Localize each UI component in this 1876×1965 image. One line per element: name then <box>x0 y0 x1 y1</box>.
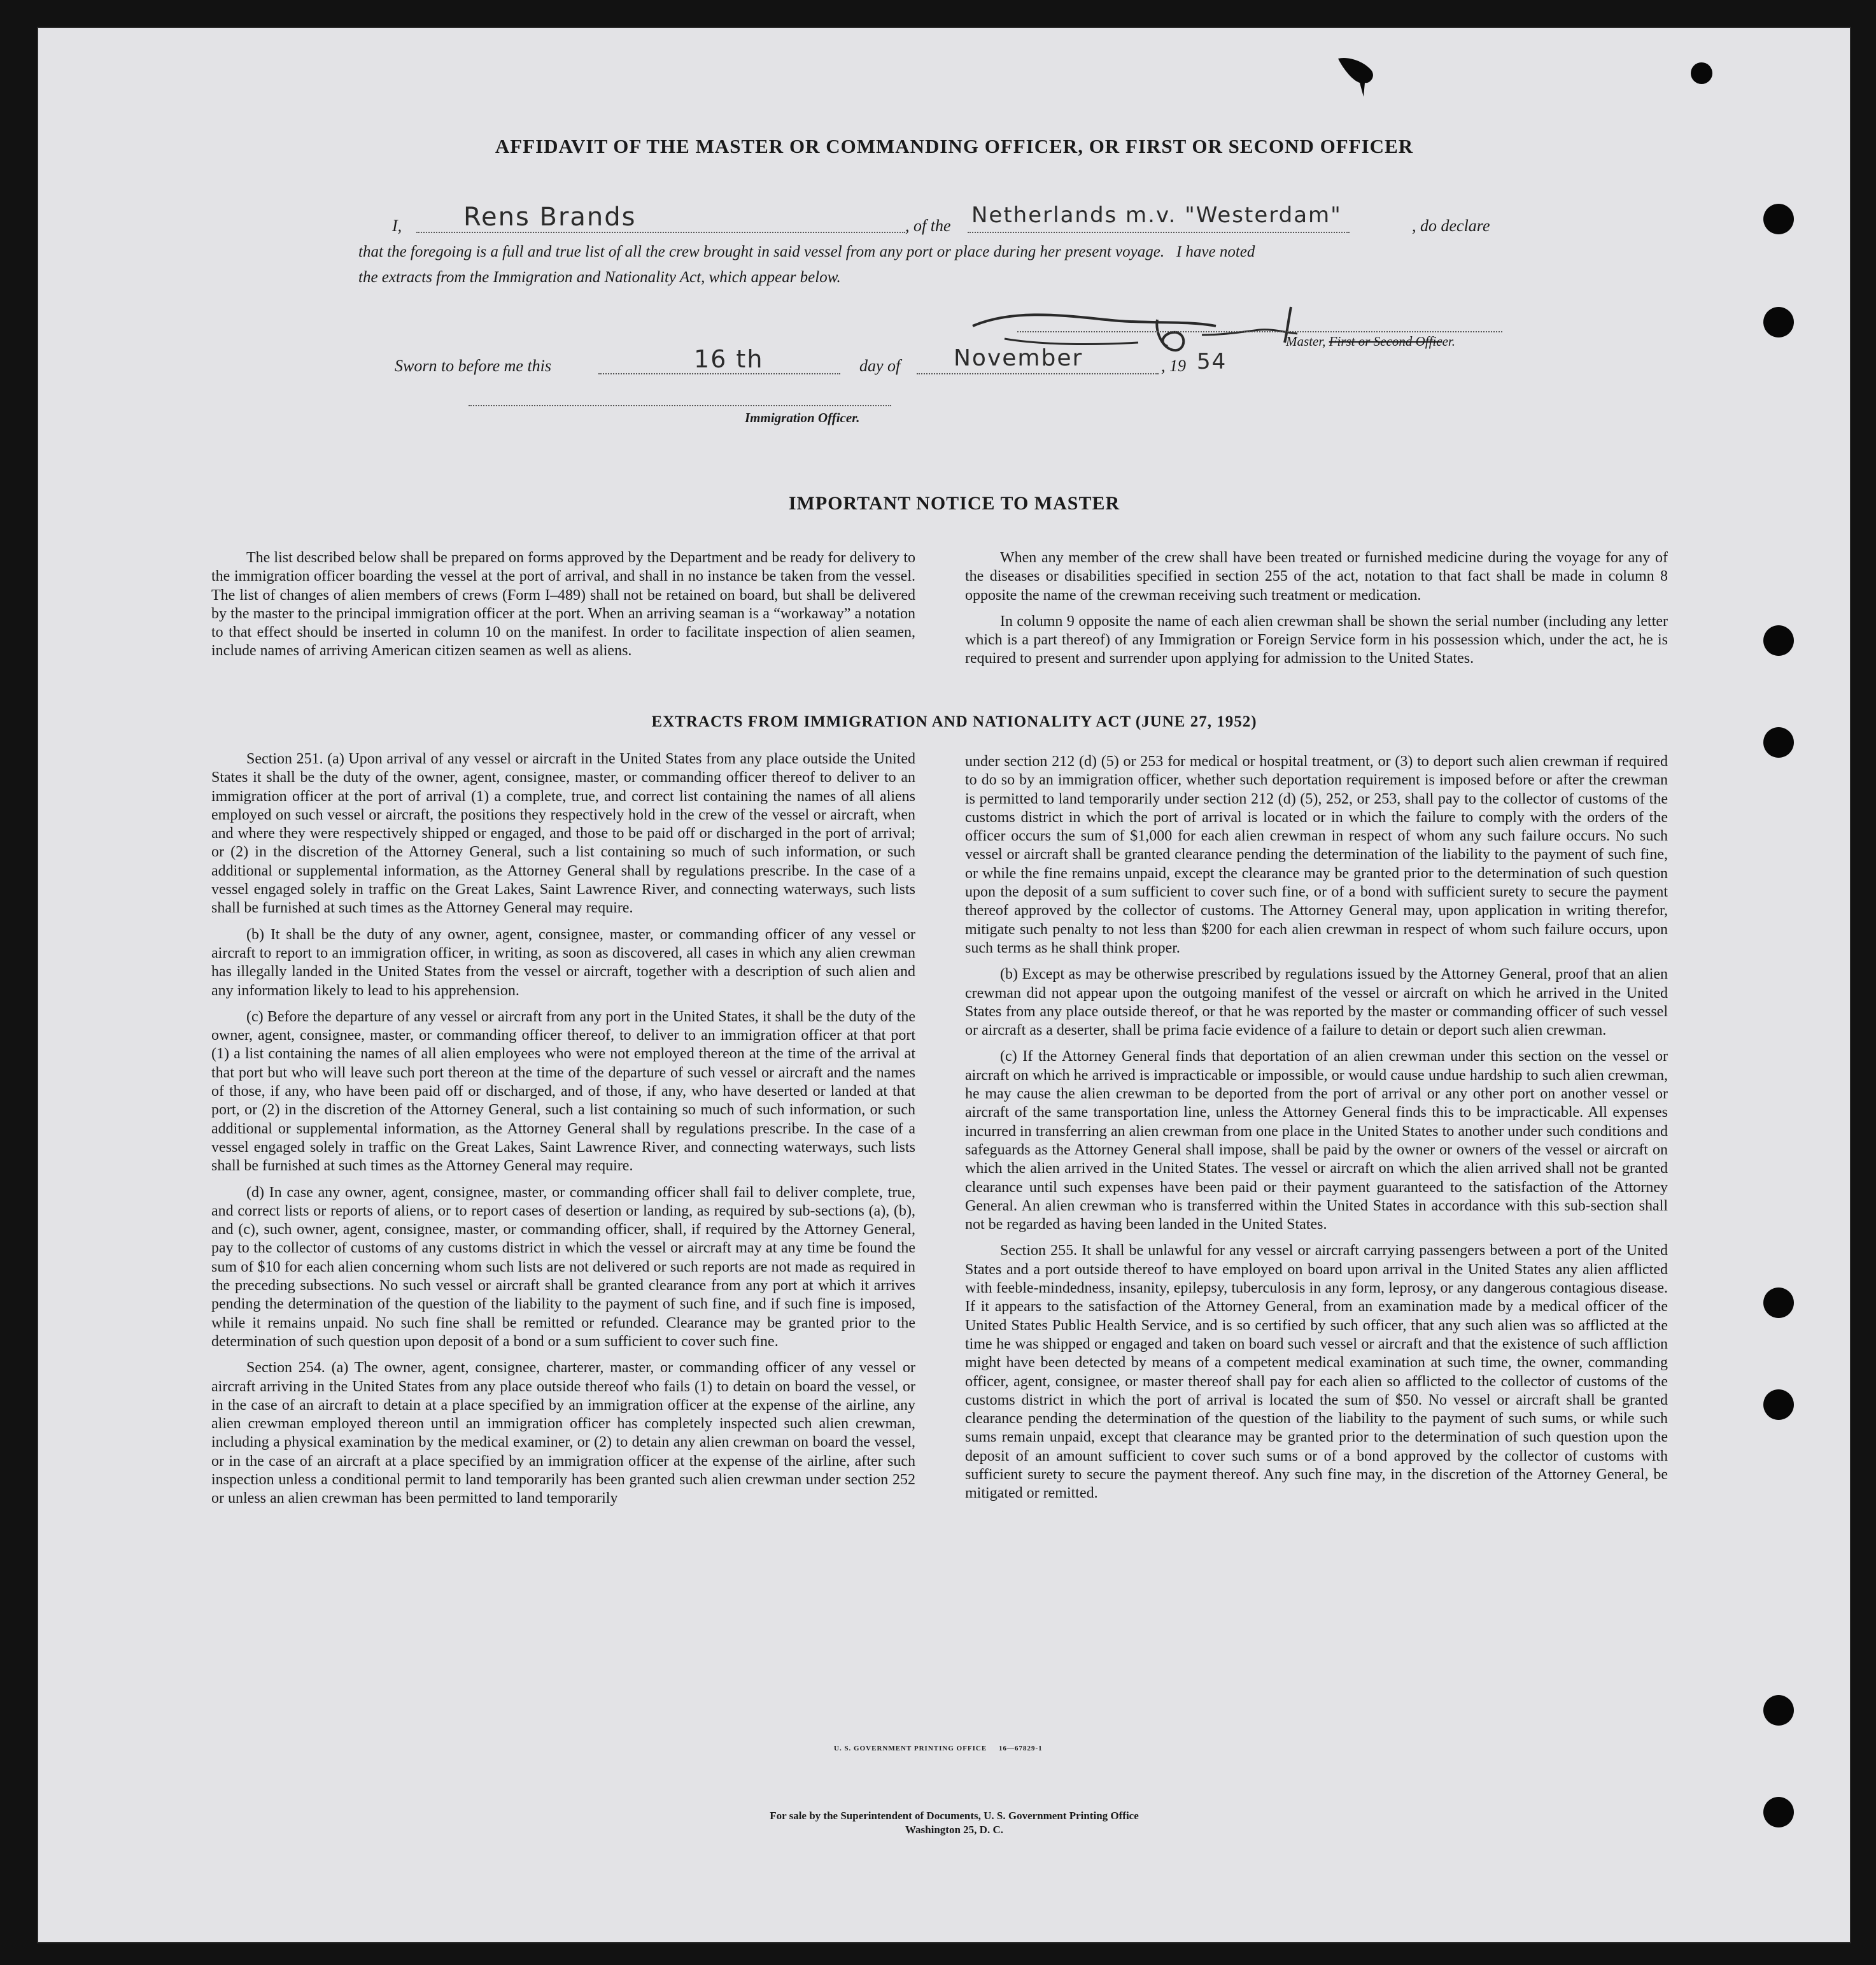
punch-hole <box>1763 727 1794 758</box>
vessel-field[interactable]: Netherlands m.v. "Westerdam" <box>971 202 1342 228</box>
role-struck: First or Second Offic <box>1329 334 1442 349</box>
month-field[interactable]: November <box>954 345 1083 371</box>
day-field-line <box>598 373 840 374</box>
punch-hole <box>1763 625 1794 656</box>
notice-paragraph: When any member of the crew shall have been treated or furnished medicine during the voyage for any of the diseases or disabilities specified in section 255 of the act, notation to that fact shall be made in column 8 opposite the name of the crewman receiving such treatment or medication. <box>965 550 1668 604</box>
extract-paragraph: Section 251. (a) Upon arrival of any vessel or aircraft in the United States from any place outside the United States it shall be the duty of the owner, agent, consignee, master, or commanding officer thereof to deliver to an immigration officer at the port of arrival (1) a complete, true, and correct list containing the names of all aliens employed on such vessel or aircraft, the positions they respectively hold in the crew of the vessel or aircraft, when and where they were respectively shipped or engaged, and those to be paid off or discharged in the port of arrival; or (2) in the discretion of the Attorney General, such a list containing so much of such information, or such additional or supplemental information, as the Attorney General shall by regulations prescribe. In the case of a vessel engaged solely in traffic on the Great Lakes, Saint Lawrence River, and connecting waterways, such lists shall be furnished at such times as the Attorney General may require. <box>211 751 915 917</box>
year-field[interactable]: 54 <box>1197 349 1227 374</box>
extracts-title: EXTRACTS FROM IMMIGRATION AND NATIONALITY ACT (JUNE 27, 1952) <box>651 713 1257 730</box>
notice-title: IMPORTANT NOTICE TO MASTER <box>788 493 1120 514</box>
extract-paragraph: (d) In case any owner, agent, consignee, master, or commanding officer shall fail to deliver complete, true, and correct lists or reports of aliens, or to report cases of desertion or landing, as required by sub-sections (a), (b), and (c), such owner, agent, consignee, master, or commanding officer, shall, if required by the Attorney General, pay to the collector of customs of any customs district in which the vessel or aircraft may at any time be found the sum of $10 for each alien concerning whom such lists are not delivered or such reports are not made as required in the preceding subsections. No such vessel or aircraft shall be granted clearance from any port at which it arrives pending the determination of the question of the liability to the payment of such fine, and if such fine is imposed, while it remains unpaid. No such fine shall be remitted or refunded. Clearance may be granted prior to the determination of such question upon deposit of a bond or a sum sufficient to cover such fine. <box>211 1184 915 1350</box>
vessel-field-line <box>968 232 1350 233</box>
declaration-prefix: I, <box>392 216 402 235</box>
notice-paragraph: In column 9 opposite the name of each alien crewman shall be shown the serial number (including any letter which is a part thereof) of any Immigration or Foreign Service form in his possession which, under the act, he is required to present and surrender upon applying for admission to the United States. <box>965 613 1668 667</box>
sale-line: Washington 25, D. C. <box>905 1824 1003 1836</box>
extract-paragraph: Section 255. It shall be unlawful for any vessel or aircraft carrying passengers between a port of the United States and a port outside thereof to have employed on board upon arrival in the United States any alien afflicted with feeble-mindedness, insanity, epilepsy, tuberculosis in any form, leprosy, or any dangerous contagious disease. If it appears to the satisfaction of the Attorney General, from an examination made by a medical officer of the United States Public Health Service, and is so certified by such officer, that any such alien was so afflicted at the time he was shipped or engaged and taken on board such vessel or aircraft and that the existence of such affliction might have been detected by means of a competent medical examination at such time, the owner, commanding officer, agent, consignee, or master thereof shall pay for each alien so afflicted to the collector of customs of the customs district in which the port of arrival is located the sum of $50. No vessel or aircraft shall be granted clearance pending the determination of the question of the liability to the payment of such sums, or while such sums remain unpaid, except that clearance may be granted prior to the determination of such question upon the deposit of an amount sufficient to cover such sums or of a bond approved by the collector of customs with sufficient surety to secure the payment thereof. Any such fine may, in the discretion of the Attorney General, be mitigated or remitted. <box>965 1242 1668 1502</box>
officer-signature-line <box>469 405 891 406</box>
punch-hole <box>1763 1389 1794 1420</box>
punch-hole <box>1763 307 1794 337</box>
ink-blot <box>1336 55 1380 99</box>
punch-hole <box>1763 1695 1794 1726</box>
of-the-label: , of the <box>905 216 951 235</box>
master-name-field[interactable]: Rens Brands <box>463 202 637 232</box>
extract-paragraph: under section 212 (d) (5) or 253 for medical or hospital treatment, or (3) to deport such alien crewman if required to do so by an immigration officer, whether such deportation requirement is imposed before or after the crewman is permitted to land temporarily under section 212 (d) (5), 252, or 253, shall pay to the collector of customs of the customs district in which the port of arrival is located or in which the failure to comply with the orders of the officer occurs the sum of $1,000 for each alien crewman in respect of whom any such failure occurs. No such vessel or aircraft shall be granted clearance pending the determination of the liability to the payment of such fine, or while the fine remains unpaid, except the clearance may be granted prior to the determination of such question upon the deposit of a sum sufficient to cover such fine, or of a bond with sufficient surety to secure the payment thereof approved by the collector of customs. The Attorney General may, upon application in writing therefor, mitigate such penalty to not less than $200 for each alien crewman in respect of whom such failure occurs, upon such terms as he shall think proper. <box>965 753 1668 956</box>
name-field-line <box>416 232 905 233</box>
printing-office-line: U. S. GOVERNMENT PRINTING OFFICE 16—67829-1 <box>834 1745 1043 1752</box>
punch-hole <box>1763 1288 1794 1318</box>
signature-line <box>1017 331 1502 332</box>
day-field[interactable]: 16 th <box>694 345 764 373</box>
form-sheet <box>37 27 1851 1943</box>
extract-paragraph: (c) Before the departure of any vessel or aircraft from any port in the United States, it shall be the duty of the owner, agent, consignee, master, or commanding officer thereof, to deliver to an immigration officer at that port (1) a list containing the names of all alien employees who were not employed thereon at the time of the arrival at that port but who will leave such port thereon at the time of the departure of such vessel or aircraft and the names of those, if any, who have been paid off or discharged, and of those, if any, who have deserted or landed at that port, or (2) in the discretion of the Attorney General, such a list containing so much of such information, or such additional or supplemental information, as the Attorney General shall by regulations prescribe. In the case of a vessel engaged solely in traffic on the Great Lakes, Saint Lawrence River, and connecting waterways, such lists shall be furnished at such times as the Attorney General may require. <box>211 1008 915 1175</box>
affidavit-title: AFFIDAVIT OF THE MASTER OR COMMANDING OFFICER, OR FIRST OR SECOND OFFICER <box>495 135 1414 157</box>
notice-paragraph: The list described below shall be prepared on forms approved by the Department and be ready for delivery to the immigration officer boarding the vessel at the port of arrival, and shall in no instance be taken from the vessel. The list of changes of alien members of crews (Form I–489) shall not be retained on board, but shall be delivered by the master to the principal immigration officer at the port. When an arriving seaman is a “workaway” a notation to that effect should be inserted in column 10 on the manifest. In order to facilitate inspection of alien seamen, include names of arriving American citizen seamen as well as aliens. <box>211 550 915 660</box>
punch-hole <box>1763 204 1794 234</box>
extracts-right-column <box>965 753 1668 1511</box>
immigration-officer-label: Immigration Officer. <box>745 410 860 425</box>
notice-left-column <box>211 549 915 669</box>
role-master: Master, <box>1286 334 1329 349</box>
sale-line: For sale by the Superintendent of Documents, U. S. Government Printing Office <box>770 1810 1139 1822</box>
extract-paragraph: (b) It shall be the duty of any owner, agent, consignee, master, or commanding officer of any vessel or aircraft to report to an immigration officer, in writing, as soon as discovered, all cases in which any alien crewman has illegally landed in the United States from the vessel or aircraft, together with a description of such alien and any information likely to lead to his apprehension. <box>211 926 915 999</box>
extracts-left-column <box>211 750 915 1516</box>
declaration-text-line: that the foregoing is a full and true list of all the crew brought in said vessel from any port or place during her present voyage. I have noted <box>358 243 1255 260</box>
do-declare-label: , do declare <box>1412 216 1490 235</box>
extract-paragraph: Section 254. (a) The owner, agent, consignee, charterer, master, or commanding officer of any vessel or aircraft arriving in the United States from any place outside thereof who fails (1) to detain on board the vessel, or in the case of an aircraft to detain at a place specified by an immigration officer at the expense of the airline, any alien crewman employed thereon until an immigration officer has completely inspected such alien crewman, including a physical examination by the medical examiner, or (2) to detain any alien crewman on board the vessel, or in the case of an aircraft at a place specified by an immigration officer at the expense of the airline, after such inspection unless a conditional permit to land temporarily has been granted such alien crewman under section 252 or unless an alien crewman has been permitted to land temporarily <box>211 1359 915 1507</box>
extract-paragraph: (c) If the Attorney General finds that deportation of an alien crewman under this section on the vessel or aircraft on which he arrived is impracticable or impossible, or would cause undue hardship to such alien crewman, he may cause the alien crewman to be deported from the port of arrival or any other port on another vessel or aircraft of the same transportation line, unless the Attorney General finds this to be impracticable. All expenses incurred in transferring an alien crewman from one place in the United States to another under such conditions and safeguards as the Attorney General shall impose, shall be paid by the owner or owners of the vessel or aircraft on which the alien arrived in the United States. The vessel or aircraft on which the alien arrived shall not be granted clearance until such expenses have been paid or their payment guaranteed to the satisfaction of the Attorney General. An alien crewman who is transferred within the United States in accordance with this sub-section shall not be regarded as having been landed in the United States. <box>965 1048 1668 1233</box>
month-field-line <box>917 373 1159 374</box>
signature-role-label <box>1286 334 1455 350</box>
declaration-text-line: the extracts from the Immigration and Nationality Act, which appear below. <box>358 269 841 286</box>
year-prefix: , 19 <box>1161 357 1186 375</box>
notice-right-column <box>965 549 1668 676</box>
punch-hole <box>1691 62 1712 84</box>
extract-paragraph: (b) Except as may be otherwise prescribed by regulations issued by the Attorney General, proof that an alien crewman did not appear upon the outgoing manifest of the vessel or aircraft on which he arrived in the United States from any place outside thereof, or that he was reported by the master or commanding officer of such vessel or aircraft as a deserter, shall be prima facie evidence of a failure to detain or deport such alien crewman. <box>965 966 1668 1039</box>
day-of-label: day of <box>859 357 901 375</box>
sworn-label: Sworn to before me this <box>395 357 552 375</box>
role-suffix: er. <box>1442 334 1455 349</box>
